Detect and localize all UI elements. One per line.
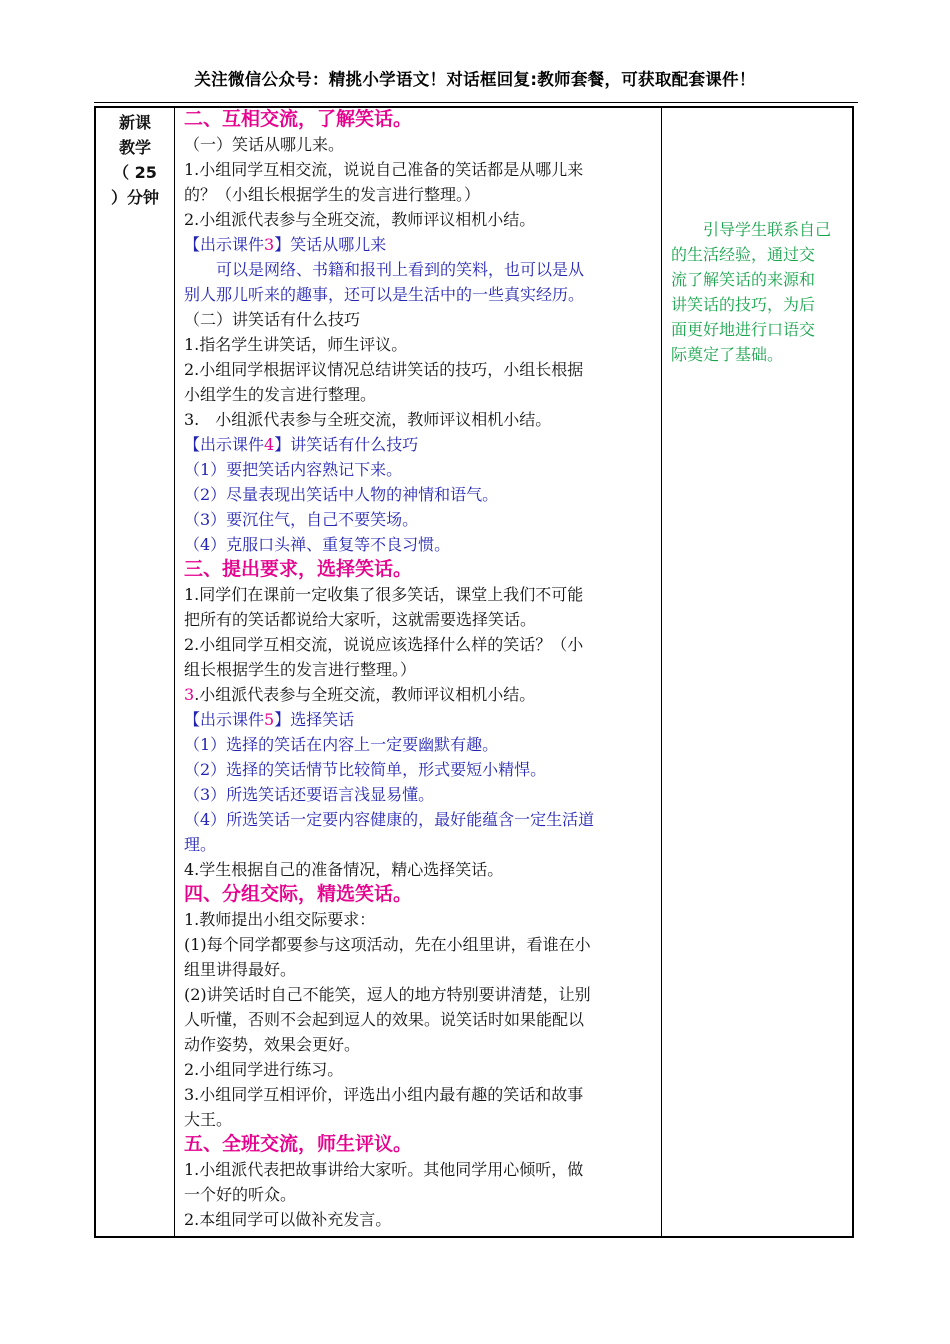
body-line: 1.指名学生讲笑话，师生评议。 — [184, 335, 408, 354]
courseware-text-line: （4）所选笑话一定要内容健康的，最好能蕴含一定生活道 — [184, 810, 595, 829]
courseware-text-line: （4）克服口头禅、重复等不良习惯。 — [184, 535, 451, 554]
section-heading: 二、互相交流，了解笑话。 — [184, 108, 413, 130]
courseware-text-line: 可以是网络、书籍和报刊上看到的笑料，也可以是从 — [184, 260, 585, 279]
body-line: 2.小组同学根据评议情况总结讲笑话的技巧，小组长根据 — [184, 360, 584, 379]
page-header: 关注微信公众号：精挑小学语文！对话框回复:教师套餐，可获取配套课件！ — [194, 70, 756, 89]
body-line: (1)每个同学都要参与这项活动，先在小组里讲，看谁在小 — [184, 935, 591, 954]
courseware-tag: 】 — [274, 235, 291, 254]
courseware-text-line: 别人那儿听来的趣事，还可以是生活中的一些真实经历。 — [184, 285, 585, 304]
courseware-text-line: 理。 — [184, 835, 217, 854]
body-line: 3. 小组派代表参与全班交流，教师评议相机小结。 — [184, 410, 552, 429]
body-line: 1.同学们在课前一定收集了很多笑话，课堂上我们不可能 — [184, 585, 584, 604]
courseware-text-line: （2）选择的笑话情节比较简单，形式要短小精悍。 — [184, 760, 547, 779]
intent-line: 流了解笑话的来源和 — [671, 270, 816, 289]
body-line: 4.学生根据自己的准备情况，精心选择笑话。 — [184, 860, 504, 879]
intent-line: 引导学生联系自己 — [671, 220, 832, 239]
section-heading: 三、提出要求，选择笑话。 — [184, 558, 413, 580]
courseware-title — [184, 232, 660, 257]
intent-line: 讲笑话的技巧，为后 — [671, 295, 816, 314]
column-divider — [661, 106, 662, 1238]
body-line: 动作姿势，效果会更好。 — [184, 1035, 361, 1054]
header-rule — [94, 102, 858, 103]
intent-line: 际奠定了基础。 — [671, 345, 784, 364]
stage-label-line: 教学 — [118, 138, 151, 157]
courseware-number: 3 — [264, 235, 275, 254]
body-line: （二）讲笑话有什么技巧 — [184, 310, 361, 329]
body-line: 1.小组同学互相交流，说说自己准备的笑话都是从哪儿来 — [184, 160, 584, 179]
body-line: 2.本组同学可以做补充发言。 — [184, 1210, 392, 1229]
courseware-tag: 【出示课件 — [184, 710, 265, 729]
courseware-tag: 【出示课件 — [184, 235, 265, 254]
body-line: 大王。 — [184, 1110, 233, 1129]
stage-label-line: 新课 — [118, 113, 151, 132]
column-divider — [174, 106, 175, 1238]
courseware-number: 4 — [264, 435, 275, 454]
body-line: （一）笑话从哪儿来。 — [184, 135, 345, 154]
courseware-title — [184, 707, 660, 732]
courseware-text-line: （2）尽量表现出笑话中人物的神情和语气。 — [184, 485, 499, 504]
body-line: 组里讲得最好。 — [184, 960, 297, 979]
courseware-text-line: （3）所选笑话还要语言浅显易懂。 — [184, 785, 435, 804]
body-text: .小组派代表参与全班交流，教师评议相机小结。 — [194, 685, 536, 704]
courseware-title-text: 选择笑话 — [290, 710, 355, 729]
body-line: 一个好的听众。 — [184, 1185, 297, 1204]
intent-line: 面更好地进行口语交 — [671, 320, 816, 339]
section-heading: 四、分组交际，精选笑话。 — [184, 883, 413, 905]
courseware-tag: 】 — [274, 710, 291, 729]
courseware-text-line: （1）要把笑话内容熟记下来。 — [184, 460, 403, 479]
stage-label-line: ）分钟 — [110, 188, 159, 207]
stage-cell — [98, 110, 172, 210]
teaching-content-cell — [184, 107, 660, 1232]
courseware-text-line: （1）选择的笑话在内容上一定要幽默有趣。 — [184, 735, 499, 754]
courseware-title-text: 笑话从哪儿来 — [290, 235, 387, 254]
body-line: 的？（小组长根据学生的发言进行整理。） — [184, 185, 481, 204]
body-line: 把所有的笑话都说给大家听，这就需要选择笑话。 — [184, 610, 537, 629]
section-heading: 五、全班交流，师生评议。 — [184, 1133, 413, 1155]
body-line: 3.小组同学互相评价，评选出小组内最有趣的笑话和故事 — [184, 1085, 584, 1104]
courseware-title-text: 讲笑话有什么技巧 — [290, 435, 419, 454]
body-line: 组长根据学生的发言进行整理。） — [184, 660, 417, 679]
courseware-title — [184, 432, 660, 457]
body-line: (2)讲笑话时自己不能笑，逗人的地方特别要讲清楚，让别 — [184, 985, 591, 1004]
body-line — [184, 682, 660, 707]
body-line: 小组学生的发言进行整理。 — [184, 385, 377, 404]
courseware-number: 5 — [264, 710, 275, 729]
body-line: 2.小组派代表参与全班交流，教师评议相机小结。 — [184, 210, 536, 229]
courseware-tag: 】 — [274, 435, 291, 454]
stage-label-line: （ 25 — [113, 163, 157, 182]
body-line: 2.小组同学互相交流，说说应该选择什么样的笑话？（小 — [184, 635, 584, 654]
step-number: 3 — [184, 685, 195, 704]
body-line: 1.小组派代表把故事讲给大家听。其他同学用心倾听，做 — [184, 1160, 584, 1179]
design-intent-cell — [671, 217, 855, 367]
body-line: 1.教师提出小组交际要求： — [184, 910, 376, 929]
courseware-tag: 【出示课件 — [184, 435, 265, 454]
body-line: 人听懂，否则不会起到逗人的效果。说笑话时如果能配以 — [184, 1010, 585, 1029]
intent-line: 的生活经验，通过交 — [671, 245, 816, 264]
body-line: 2.小组同学进行练习。 — [184, 1060, 344, 1079]
courseware-text-line: （3）要沉住气，自己不要笑场。 — [184, 510, 419, 529]
